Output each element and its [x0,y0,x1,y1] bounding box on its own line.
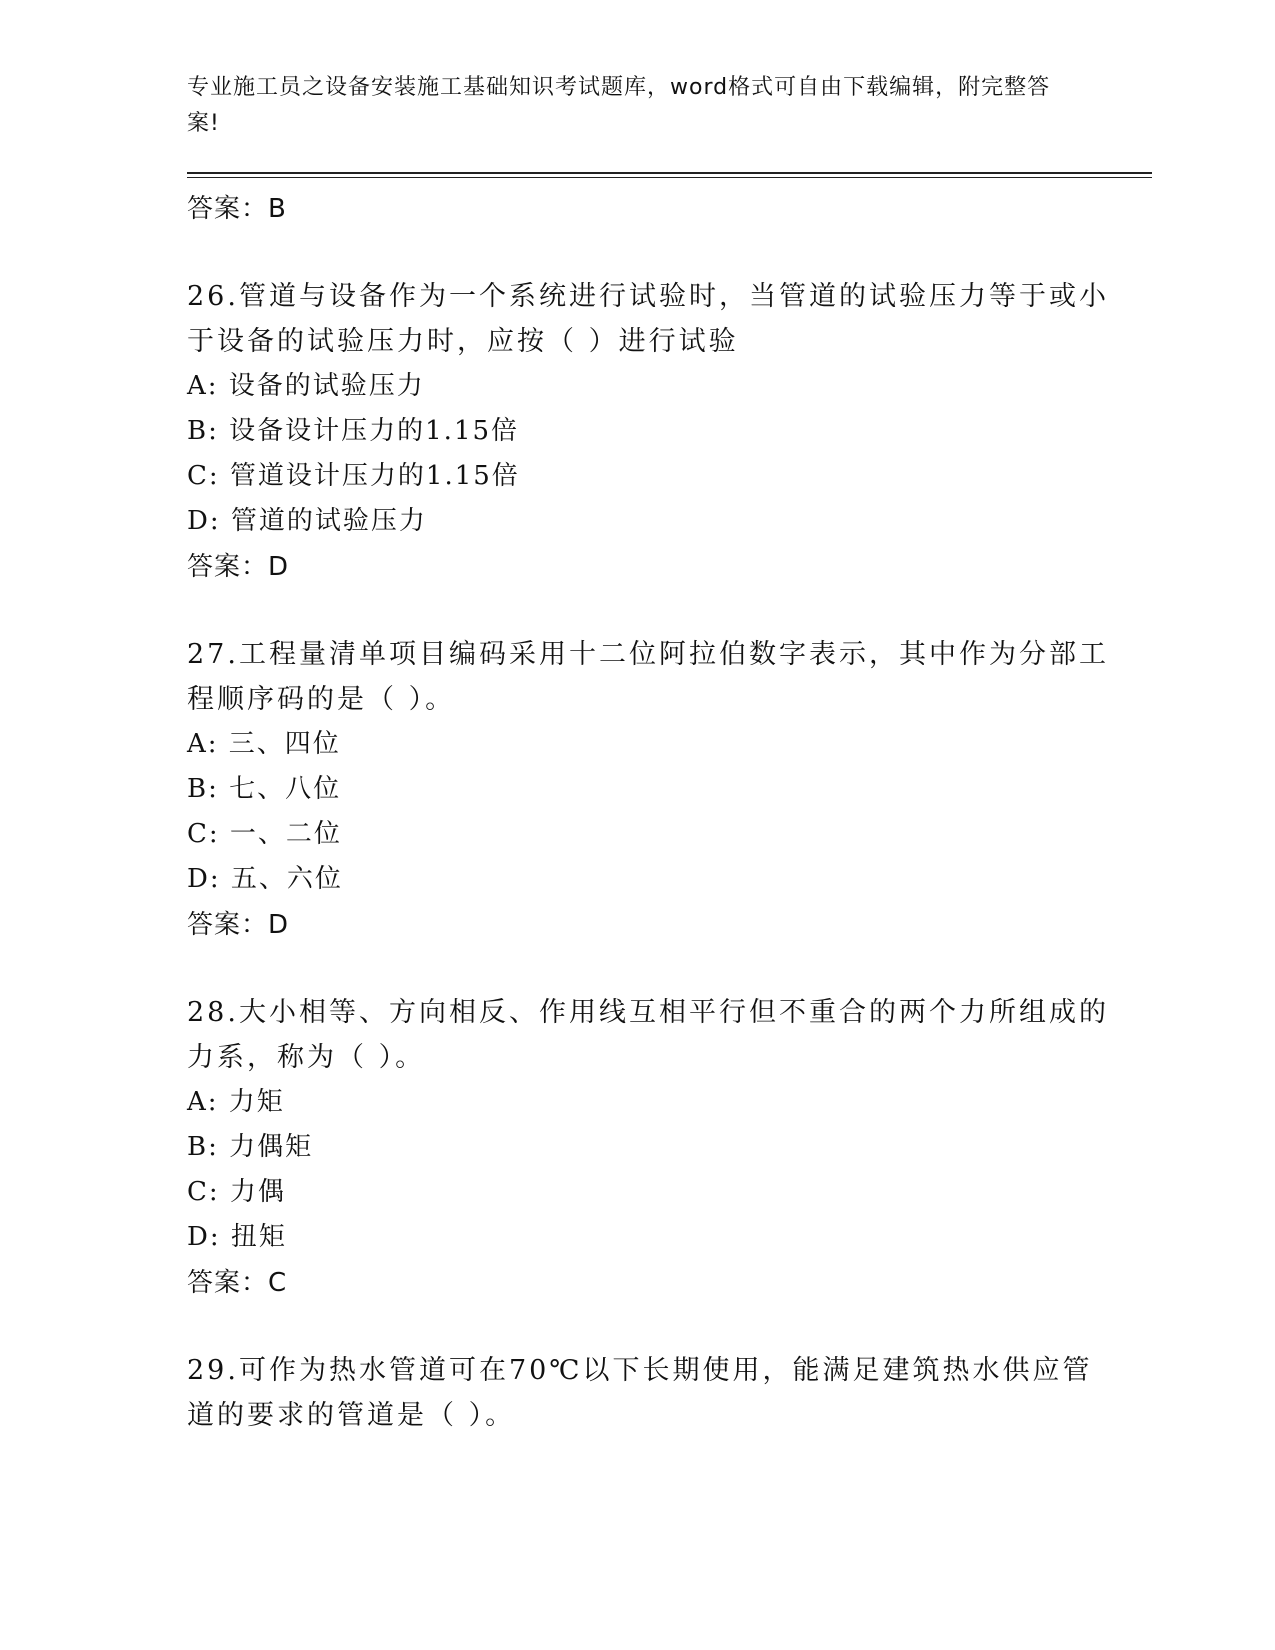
option-a: A: 力矩 [187,1087,285,1117]
option-b: B: 设备设计压力的1.15倍 [187,416,520,446]
question-29 [187,1348,1147,1438]
option-a: A: 设备的试验压力 [187,371,425,401]
header-divider [187,172,1152,178]
answer-25: 答案：B [187,194,287,224]
question-stem: 29.可作为热水管道可在70℃以下长期使用，能满足建筑热水供应管道的要求的管道是（ ）。 [187,1355,1093,1431]
answer: 答案：C [187,1268,288,1298]
answer: 答案：D [187,910,290,940]
question-26 [187,274,1147,590]
option-c: C: 一、二位 [187,819,342,849]
document-page [187,70,1147,1438]
option-d: D: 扭矩 [187,1222,287,1252]
option-b: B: 力偶矩 [187,1132,314,1162]
document-header: 专业施工员之设备安装施工基础知识考试题库，word格式可自由下载编辑，附完整答案! [187,75,1051,136]
question-28 [187,990,1147,1306]
option-c: C: 管道设计压力的1.15倍 [187,461,520,491]
option-c: C: 力偶 [187,1177,286,1207]
option-d: D: 五、六位 [187,864,343,894]
option-a: A: 三、四位 [187,729,341,759]
option-d: D: 管道的试验压力 [187,506,427,536]
question-stem: 26.管道与设备作为一个系统进行试验时，当管道的试验压力等于或小于设备的试验压力时，应按（ ）进行试验 [187,281,1109,357]
option-b: B: 七、八位 [187,774,342,804]
question-stem: 28.大小相等、方向相反、作用线互相平行但不重合的两个力所组成的力系，称为（ ）。 [187,997,1109,1073]
question-27 [187,632,1147,948]
question-stem: 27.工程量清单项目编码采用十二位阿拉伯数字表示，其中作为分部工程顺序码的是（ ）。 [187,639,1109,715]
answer: 答案：D [187,552,290,582]
